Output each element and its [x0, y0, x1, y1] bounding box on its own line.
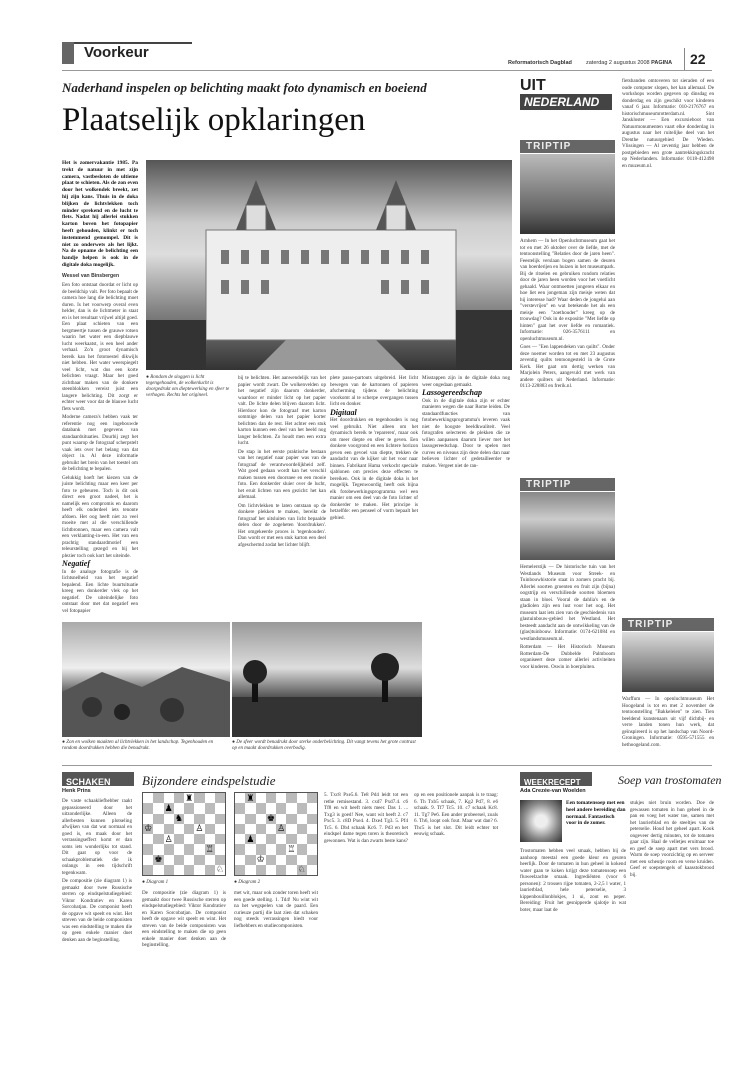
chess-square	[194, 834, 204, 844]
logo-top: UIT	[520, 77, 546, 94]
chess-square	[266, 834, 276, 844]
article-column-3	[330, 375, 418, 620]
diagram-caption	[234, 880, 260, 886]
chess-paragraph: op en een positionele aanpak is te traag: 6. Th Txb5 schaak, 7. Kg2 Pd7, 8. e6 schaak. 9. Tf7 Tc5. 10. c7 schaak Kc8. 11. Tg7 Pe6. Een ander probeersel, zoals 6. Th6, loopt ook fout. Maar wat dan? 6. Thc5 is het slot. Dit leidt echter tot eeuwig schaak.	[414, 792, 498, 837]
logo-bottom: NEDERLAND	[520, 94, 612, 110]
chess-square	[286, 865, 296, 875]
chess-square	[153, 824, 163, 834]
photo-caption	[62, 740, 227, 752]
recipe-title: Soep van trostomaten	[618, 773, 722, 787]
recipe-logo	[520, 772, 592, 786]
photo-caption	[232, 740, 417, 752]
chess-square	[235, 793, 245, 803]
chess-square	[143, 834, 153, 844]
chess-square: ♘	[215, 864, 224, 875]
chess-square	[276, 803, 286, 813]
triptip-paragraph: Hemelerstijk — De historische tuin van het Westlands Museum voor Streek- en Tuinbouwhistorie staat in zomers pracht bij. Allerlei soorten groenten en fruit zijn (bijna) oogstrijp en verschillende soorten bloemen staan in bloei. Vooral de dahlia's en de gladiolen zijn een lust voor het oog. Het museum laat iets zien van de geschiedenis van glastuinbouw-gebied het Westland. Het besteedt aandacht aan de ontwikkeling van de (glas)tuinbouw. Informatie: 0174-621084 en westlandsmuseum.nl.	[520, 564, 615, 642]
chess-column-2	[142, 890, 226, 1060]
section-divider	[62, 765, 712, 766]
chess-square	[184, 844, 194, 854]
chess-square	[194, 793, 204, 803]
article-paragraph: Een foto ontstaat doordat er licht op de beeldchip valt. Per foto bepaalt de camera hoe lang die belichting moet duren. Is het voorwerp overal even helder, dan is de lichtmeter in staat en is het resultaat vrijwel altijd goed. Een plaat schieten van een bergmeertje tussen de grauwe rotsen waarin het water een diepblauwe lucht weerkaatst, is een heel ander verhaal. Zo'n groot dynamisch bereik kan het fototoestel dikwijls niet hebben. Het water weerspiegelt veel licht, wat dus een korte belichten vraagt. Maar het goed zichtbaar maken van de donkere steenblokken vereist juist een langere belichting. Dit zorgt er echter weer voor dat de blauwe lucht flets wordt.	[62, 282, 138, 412]
page-number: 22	[690, 51, 706, 67]
diagram-caption	[142, 880, 168, 886]
chess-square: ♙	[164, 833, 173, 844]
chess-square	[307, 814, 317, 824]
chess-square	[184, 814, 194, 824]
landscape-photo-1	[62, 622, 230, 737]
paper-name: Reformatorisch Dagblad	[508, 60, 572, 66]
triptip-text-3	[622, 696, 714, 756]
chess-square	[174, 865, 184, 875]
chess-square	[143, 855, 153, 865]
photo-caption	[146, 375, 236, 399]
uit-nederland-logo	[520, 78, 612, 114]
article-column-1	[62, 160, 138, 620]
chess-square	[235, 814, 245, 824]
chess-square	[256, 793, 266, 803]
chess-diagram-2	[234, 792, 318, 876]
chess-square	[215, 834, 225, 844]
chess-square	[286, 834, 296, 844]
chess-square	[307, 844, 317, 854]
triptip-photo-1	[520, 154, 615, 234]
recipe-intro: Een tomatensoep met een heel andere bereiding dan normaal. Fantastisch voor in de zomer.	[566, 800, 626, 827]
castle-illustration	[146, 160, 512, 370]
chess-square	[194, 803, 204, 813]
chess-square	[205, 824, 215, 834]
recipe-column-2	[630, 800, 714, 1060]
bullet-icon: ●	[142, 880, 146, 885]
chess-square: ♜	[246, 792, 255, 803]
chess-square	[205, 814, 215, 824]
bullet-icon: ●	[232, 740, 236, 745]
chess-square	[235, 824, 245, 834]
chess-square	[215, 824, 225, 834]
chess-square	[235, 844, 245, 854]
article-paragraph: Moderne camera's hebben vaak ter referentie nog een ingebouwde databank met gegevens van standaardsituaties. Duurbij zegt het punt waarop de fotograaf scherpstelt vaak iets over het belang van dat object in. Al deze informatie gebruikt het brein van het toestel om de belichting te bepalen.	[62, 414, 138, 473]
chess-logo-text: SCHAKEN	[66, 777, 111, 787]
chess-square	[143, 803, 153, 813]
chess-square	[143, 793, 153, 803]
chess-square	[307, 824, 317, 834]
chess-square	[205, 803, 215, 813]
chess-square	[153, 814, 163, 824]
article-paragraph: Om lichtvlekken te laten ontstaan op de donkere plekken te maken, bereikt de fotograaf het uitsluiten van licht bepaalde delen door de zogeheten 'doordrukken'. Het omgekeerde proces is 'tegenhouden'. Dan wordt er met een stuk karton een deel afgeschermd zodat het lichter blijft.	[238, 502, 326, 548]
chess-square	[194, 844, 204, 854]
chess-square	[184, 824, 194, 834]
article-paragraph: Gelukkig hoeft het kiezen van de juiste belichting maar een keer per foto te gebeuren. Toch is dit ook direct een groot nadeel, het is namelijk een compromis en daarom heeft elk onderdeel iets tenonte afdoen. Het oog heeft niet zo veel moeite met al die verschillende lichtbronnen, maar een camera valt een verklanting-in-een. Het van een prachtig standaardmotief een teleurstelling gezegd en bij het plezier toch ook kort het uiteinde.	[62, 474, 138, 559]
triptip-paragraph: fietsbanden omtoveren tot sieraden of een oude computer slopen, het kan allemaal. De workshops worden gegeven op dinsdag en donderdag en zijn geschikt voor kinderen vanaf 6 jaar. Informatie: 010-2176767 en historischmuseumrotterdam.nl. Sint Janskloster — Een excursieboot van Natuurmonumenten vaart elke donderdag in augustus naar het ruitelijke deel van het Drenthe natuurgebied De Wieden. Vlissingen — Al zeventig jaar hebben de postgebieden een grote aantrekkingskracht op Nederlanders. Informatie: 0118-412498 en muzeum.nl.	[622, 78, 714, 169]
chess-square	[164, 814, 174, 824]
article-column-2	[238, 375, 326, 620]
page-number-divider	[684, 48, 685, 70]
chess-square	[297, 834, 307, 844]
article-column-4	[422, 375, 510, 469]
chess-paragraph: met wit, maar ook zonder toren heeft wit een goede stelling. 1. Td4! Nu wint wit na het wegspelen van de paard. Een curieuze partij die laat zien dat schaken nog steeds verrassingen biedt voor liefhebbers en studiecomponisten.	[234, 890, 318, 929]
article-paragraph: De stap in het eerste praktische bestaan van het negatief naar papier was van de fotograaf de verantwoordelijkheid zelf. Wat goed gedaan wordt kan het verschil maken tussen een doorsnee en een mooie foto. Een donkerder sluier over de lucht, het eruit lichten van een gezicht: het kan allemaal.	[238, 448, 326, 500]
recipe-paragraph: Trostomaten hebben veel smaak, hebben bij de aanhoop meestal een goede kleur en geuren heerlijk. Door de tomaten in hun geheel in kokend water gaan te koken krijgt deze tomatensoep een fluweelzachte smaak. Ingrediënten (voor 6 personen): 2 trossen rijpe tomaten, 2-2,5 l water, 1 laurierblad, hele peterselie, 3 kippenbouillonblokjes, 1 ui, zout en peper. Bereiding: Fruit het gesnipperde sjalotje in wat boter, maar laat de	[520, 848, 626, 913]
chess-square	[266, 865, 276, 875]
chess-square	[174, 824, 184, 834]
castle-photo	[146, 160, 512, 370]
article-title: Plaatselijk opklaringen	[62, 102, 366, 138]
chess-square: ♟	[246, 833, 255, 844]
chess-column-5	[414, 792, 498, 1060]
chess-square	[215, 855, 225, 865]
chess-square	[307, 855, 317, 865]
recipe-paragraph: stukjes niet bruin worden. Doe de gewassen tomaten in hun geheel in de pan en voeg het water toe, samen met het laurierblad en de steeltjes van de peterselie. Houd het geheel apart. Kook ongeveer dertig minuten, tot de tomaten gaar zijn. Haal de velletjes eruitnaar toe en geef de soep apart met vers brood. Warm de soep voorzichtig op en serveer met een scheutje room en verse kruiden. Geef er soepstengels of kaasstokbrood bij.	[630, 800, 714, 878]
chess-square	[153, 834, 163, 844]
article-paragraph: Misstappen zijn in de digitale doka nog weer ongedaan gemaakt.	[422, 375, 510, 388]
article-lead: Het is zomervakantie 1985. Pa trekt de natuur in met zijn camera, vastbesloten de ultieme plaat te schieten. Als de zon even door het wolkendek breekt, zet hij zijn kans. Thuis in de doka blijken de lichtvlekken toch minder sprekend en de lucht te flets. Nadat hij allerlei stukken karton boven het fotopapier heeft gehouden, klinkt er toch instemmend gemompel. Dit is niet zo onderwets als het lijkt. Na de opname de belichting een handje helpen is ook in de digitale doka mogelijk.	[62, 160, 138, 268]
chess-square: ♚	[266, 813, 275, 824]
chess-title: Bijzondere eindspelstudie	[142, 773, 276, 788]
chess-square	[266, 793, 276, 803]
chess-square	[286, 803, 296, 813]
chess-square	[194, 855, 204, 865]
chess-square	[205, 855, 215, 865]
chess-square	[174, 793, 184, 803]
chess-diagram-1	[142, 792, 226, 876]
chess-square	[307, 865, 317, 875]
section-title-bar	[62, 42, 192, 62]
chess-square	[297, 824, 307, 834]
chess-square	[164, 824, 174, 834]
chess-square	[256, 834, 266, 844]
chess-paragraph: De compositie (zie diagram 1) is gemaakt door twee Russische sterren op eindspelstudiegebied: Viktor Kondratiev en Karen Sorcobatjan. De componist heeft de opgave wit speelt en wint. Het streven van de beide componisten was een eindstelling te maken die op geen enkele manier doet denken aan de beginstelling.	[142, 890, 226, 948]
chess-square	[153, 844, 163, 854]
chess-square: ♜	[185, 792, 194, 803]
chess-square	[307, 803, 317, 813]
chess-square	[276, 855, 286, 865]
landscape-illustration-2	[232, 622, 422, 737]
triptip-paragraph: Arnhem — In het Openluchtmuseum gaat het tot en met 26 oktober over de liefde, met de tentoonstelling "Relaties door de jaren heen". Feestelijk verslaan bogen samen de deuren van boerderijen en huizen in het museumpark. Bij de ritselen en gebruiken rondom relaties door de jaren heen worden voor het voetlicht gehaald. Waar ontmoetten jongeren elkaar en hoe liet een jongeman zijn meisje weten dat hij interesse had? Waar deden de jongelui aan "verstevrijen" en wat betekende het als een meisje een "zoethouder" kreeg op de trouwdag? Ook in de expositie "Met liefde op hinten" gaat het over liefde en romantiek. Informatie: 026-3576111 en openluchtmuseum.nl.	[520, 238, 615, 342]
soup-photo	[520, 800, 562, 842]
triptip-text-1	[520, 238, 615, 463]
chess-square	[215, 844, 225, 854]
chess-square	[205, 865, 215, 875]
chess-square	[164, 793, 174, 803]
chess-square: ♞	[174, 813, 183, 824]
chess-square	[276, 793, 286, 803]
chess-square	[215, 793, 225, 803]
article-paragraph: Het doordrukken en tegenhouden is nog veel gebruikt. Niet alleen om het dynamisch bereik te 'repareren', maar ook om meer diepte en sfeer te geven. Een donkere voorgrond en een lichtere horizon geven een gevoel van diepte, trekken de aandacht van de kijker uit het voor naar binnen. Fabrikant Hama verkocht speciale sjablonen om precies deze effecten te bereiken. Ook in de digitale doka is het mogelijk. Tegenwoordig heeft ook bijna elk fotobewerkingsprogramma wel een manier om een deel van de foto lichter of donkerder te maken. Het principe is hetzelfde: een penseel of vorm bepaalt het gebied.	[330, 417, 418, 521]
chess-square	[164, 865, 174, 875]
chess-paragraph: 5. Txc8 Pxe5.6. Te8 Pd4 leidt tot een rethe remisestand. 3. cxd7 Pxd7.4. c6 Tf8 en wit heeft niets meer. Das 1. ... Txg3 is goed! Nee, want wit heeft 2. c7 Pxc5. 3. c8D Pxe4. 4. Dxe4 Tg3. 5. Pf4 Tc5. 6. Db4 schaak Kc6. 7. Pd3 en het eindspel dame tegen toren is theoretisch gewonnen. Wat is dan zwarts beste kans?	[324, 792, 408, 844]
chess-square	[174, 803, 184, 813]
chess-square	[235, 803, 245, 813]
chess-square	[256, 803, 266, 813]
chess-square: ♙	[195, 823, 204, 834]
chess-square	[184, 834, 194, 844]
diagram-label: Diagram 2	[238, 880, 261, 885]
chess-square	[174, 855, 184, 865]
caption-text: De sfeer wordt benadrukt door sterke onderbelichting. Dit vangt tevens het grote contrast op en maakt doordrukken overbodig.	[232, 740, 416, 751]
chess-paragraph: De compositie (zie diagram 1) is gemaakt door twee Russische sterren op eindspelstudiegebied: Viktor Kondratiev en Karen Sorcobatjan. De componist heeft de opgave wit speelt en wint. Het streven van de beide componisten was een eindstelling te maken die op geen enkele manier doet denken aan de beginstelling.	[62, 878, 132, 943]
triptip-photo-3	[622, 632, 714, 692]
chess-square	[143, 865, 153, 875]
chess-square	[205, 793, 215, 803]
chess-square	[256, 814, 266, 824]
section-marker	[62, 42, 74, 64]
chess-square	[307, 793, 317, 803]
recipe-author: Ada Crezée-van Woelden	[520, 788, 586, 794]
triptip-banner: TRIPTIP	[622, 618, 714, 631]
chess-square	[184, 855, 194, 865]
chess-square: ♟	[164, 802, 173, 813]
article-kicker: Naderhand inspelen op belichting maakt foto dynamisch en boeiend	[62, 80, 427, 95]
chess-square	[194, 865, 204, 875]
triptip-text-2	[520, 564, 615, 759]
triptip-paragraph: Rotterdam — Het Historisch Museum Rotterdam-De Dubbelde Palmboom organiseert deze zomer allerlei activiteiten voor kinderen. Oswin in boerpluiten.	[520, 644, 615, 670]
chess-square	[276, 834, 286, 844]
chess-square	[297, 855, 307, 865]
header-rule	[62, 70, 712, 71]
triptip-photo-2	[520, 492, 615, 560]
caption-text: Zon en wolken maakten al lichtvlekken in het landschap. Tegenhouden en rondom doordrukken hebben die benadrukt.	[62, 740, 214, 751]
chess-square	[245, 855, 255, 865]
chess-square	[153, 803, 163, 813]
recipe-column-1	[520, 848, 626, 1060]
chess-square	[215, 814, 225, 824]
chess-column-1	[62, 798, 132, 1063]
bullet-icon: ●	[146, 375, 150, 380]
chess-square	[235, 865, 245, 875]
chess-square	[256, 824, 266, 834]
chess-square	[164, 855, 174, 865]
chess-square	[143, 844, 153, 854]
triptip-column-right	[622, 78, 714, 613]
issue-date-line	[586, 60, 672, 66]
chess-square	[153, 865, 163, 875]
chess-square	[256, 844, 266, 854]
chess-square	[153, 793, 163, 803]
triptip-banner: TRIPTIP	[520, 140, 615, 153]
chess-square	[215, 803, 225, 813]
chess-square	[256, 865, 266, 875]
section-title: Voorkeur	[84, 44, 149, 61]
article-paragraph: bij te belichten. Het aanwendelijk van het papier wordt zwart. De wolkenvelden op het negatief zijn daarom donkerder, waardoor er minder licht op het papier valt. De lichte delen blijven daarom licht. Hierdoor kon de fotograaf met karton sommige delen van het papier korter belichten dan de rest. Het achter een stuk karton kunnen een deel van het beeld nog langer belichten. Zo houdt men een extra lucht.	[238, 375, 326, 446]
landscape-illustration-1	[62, 622, 230, 737]
chess-square	[174, 844, 184, 854]
chess-square	[245, 824, 255, 834]
caption-text: Rondom de sloggen is licht tegengehouden, de wolkenlucht is doorgedrukt om dieptewerking en sfeer te verhogen. Rechts het origineel.	[146, 375, 230, 398]
chess-author: Henk Prins	[62, 788, 91, 794]
chess-square	[266, 803, 276, 813]
triptip-banner: TRIPTIP	[520, 478, 615, 491]
article-paragraph: Ook in de digitale doka zijn er echter manieren wegen die naar Rome leiden. De standaardfuncties van fotobewerkingsprogramma's leveren vaak niet de hoogste beeldkwaliteit. Veel fotografen selecteren de plekken die ze willen aanpassen daarom liever met het lassogereedschap. Door te spelen met curves en niveaus zijn deze delen dan naar believen lichter of gedetailleerder te maken. Vergeet niet de ran-	[422, 397, 510, 469]
issue-date: zaterdag 2 augustus 2008	[586, 60, 650, 66]
recipe-logo-text: WEEKRECEPT	[524, 778, 581, 787]
chess-square: ♔	[256, 854, 265, 865]
chess-square	[174, 834, 184, 844]
chess-square	[297, 844, 307, 854]
chess-column-4	[324, 792, 408, 1060]
chess-square	[235, 834, 245, 844]
bullet-icon: ●	[234, 880, 238, 885]
chess-square	[245, 814, 255, 824]
chess-square	[286, 814, 296, 824]
chess-square	[276, 814, 286, 824]
chess-square	[194, 814, 204, 824]
chess-square	[245, 865, 255, 875]
chess-square	[276, 865, 286, 875]
triptip-paragraph: Warffum — In openluchtmuseum Het Hoogeland is tot en met 2 november de tentoonstelling "Bakkeleien" te zien. Tien beeldend kunstenaars uit vijf dichtbij- en verre landen tonen hun werk, dat geïnspireerd is op het landschap van Noord-Groningen. Informatie: 0595-571555 en hethoogeland.com.	[622, 696, 714, 748]
chess-square	[184, 803, 194, 813]
chess-square	[164, 844, 174, 854]
chess-square	[143, 814, 153, 824]
chess-square: ♚	[154, 854, 163, 865]
chess-logo	[62, 772, 134, 786]
chess-square	[266, 844, 276, 854]
subheading: Digitaal	[330, 407, 357, 417]
chess-square	[205, 834, 215, 844]
chess-square	[245, 803, 255, 813]
chess-paragraph: De vaste schaakliefhebber raakt gepassioneerd door het uitzonderlijke. Alleen de allerbesten kunnen plotseling afwijken van dat wat normaal en goed is, en maak door het verrassingseffect komt er dan soms iets wonderlijks tot stand. Dit gaat op voor de schaakproblematiek die ik onlangs in een tijdschrift tegenkwam.	[62, 798, 132, 876]
chess-square	[307, 834, 317, 844]
subheading: Lassogereedschap	[422, 388, 482, 397]
chess-square	[235, 855, 245, 865]
article-paragraph: In de analoge fotografie is de lichtsnelheid van het negatief bepalend. Een lichte buurtsituatie kreeg een donkerder vlek op het negatief. De uiteindelijke foto ontstaat door met dat negatief een vel fotopapier	[62, 568, 138, 614]
chess-column-3	[234, 890, 318, 1060]
triptip-paragraph: Goes — "Een lappendeken van quilts". Onder deze noemer worden tot en met 23 augustus zeventig quilts tentoongesteld in de Grote Kerk. Het gaat om dertig werken van Marjolein Peters, aangevuld met werk van andere quilters uit Nederland. Informatie: 0113-228883 en frerik.nl.	[520, 344, 615, 389]
chess-square	[266, 824, 276, 834]
chess-square	[286, 824, 296, 834]
bullet-icon: ●	[62, 740, 66, 745]
chess-square: ♖	[205, 843, 214, 854]
subheading: Negatief	[62, 559, 90, 569]
pagina-label: PAGINA	[651, 60, 673, 66]
chess-square	[245, 844, 255, 854]
chess-square: ♙	[277, 823, 286, 834]
chess-square	[297, 793, 307, 803]
byline: Wessel van Binsbergen	[62, 272, 120, 279]
chess-square: ♘	[297, 864, 306, 875]
chess-square	[286, 855, 296, 865]
chess-square	[297, 803, 307, 813]
chess-square	[297, 814, 307, 824]
chess-square: ♖	[287, 843, 296, 854]
diagram-label: Diagram 1	[146, 880, 169, 885]
article-paragraph: plete passe-partouts uitgebreid. Het licht bewegen van de kartonnen of papieren afscherming tijdens de belichting voorkomt al te scherpe overgangen tussen licht en donker.	[330, 375, 418, 407]
landscape-photo-2	[232, 622, 422, 737]
chess-square	[276, 844, 286, 854]
chess-square	[266, 855, 276, 865]
chess-square: ♔	[144, 823, 153, 834]
chess-square	[286, 793, 296, 803]
chess-square	[184, 865, 194, 875]
